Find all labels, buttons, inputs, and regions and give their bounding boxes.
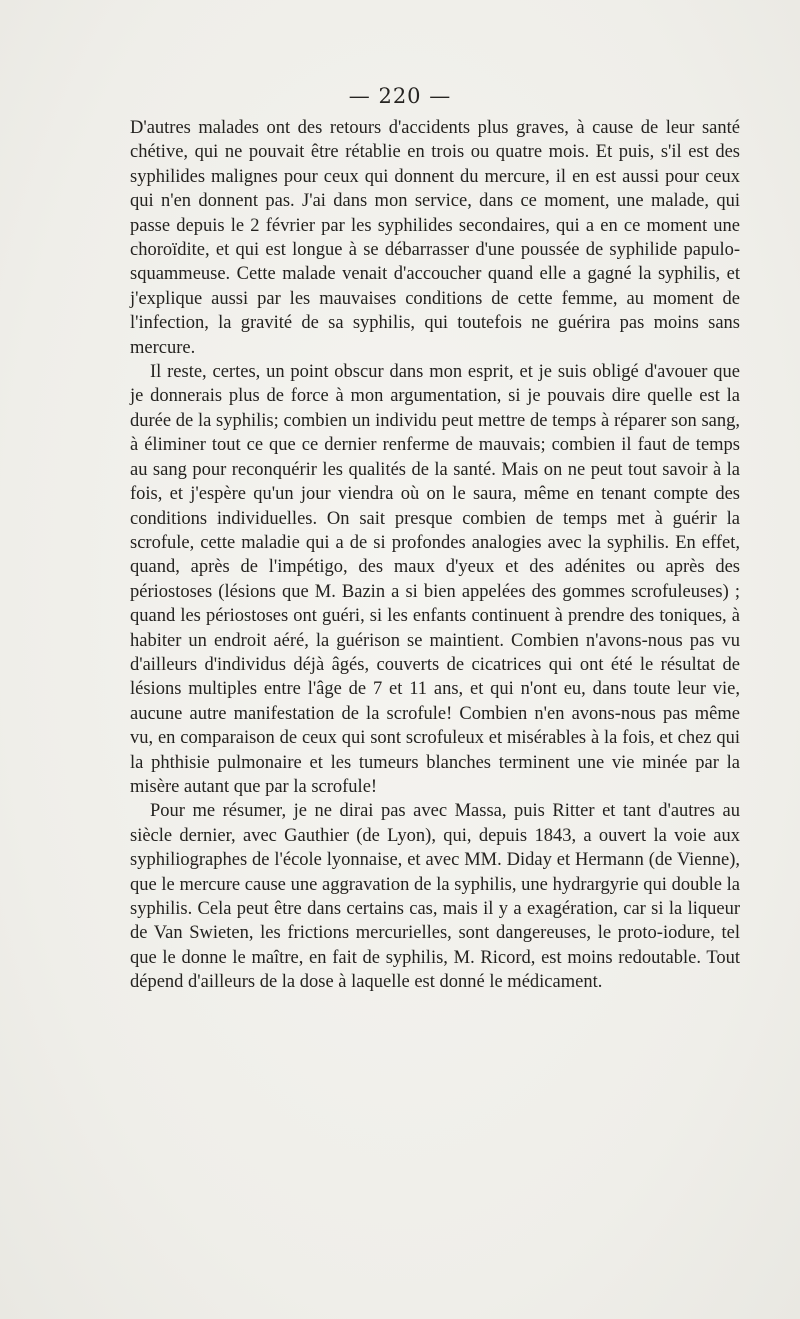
paragraph-3: Pour me résumer, je ne dirai pas avec Massa, puis Ritter et tant d'autres au siècle dernier, avec Gauthier (de Lyon), qui, depuis 1843, a ouvert la voie aux syphiliographes de l'école lyonnaise, et avec MM. Diday et Hermann (de Vienne), que le mercure cause une aggravation de la syphilis, une hydrargyrie qui double la syphilis. Cela peut être dans certains cas, mais il y a exagération, car si la liqueur de Van Swieten, les frictions mercurielles, sont dangereuses, le proto-iodure, tel que le donne le maître, en fait de syphilis, M. Ricord, est moins redoutable. Tout dépend d'ailleurs de la dose à laquelle est donné le médicament. <box>130 801 740 993</box>
paragraph-1: D'autres malades ont des retours d'accidents plus graves, à cause de leur santé chétive, qui ne pouvait être rétablie en trois ou quatre mois. Et puis, s'il est des syphilides malignes pour ceux qui donnent du mercure, il en est aussi pour ceux qui n'en donnent pas. J'ai dans mon service, dans ce moment, une malade, qui passe depuis le 2 février par les syphilides secondaires, qui a en ce moment une choroïdite, et qui est longue à se débarrasser d'une poussée de syphilide papulo-squammeuse. Cette malade venait d'accoucher quand elle a gagné la syphilis, et j'explique aussi par les mauvaises conditions de cette femme, au moment de l'infection, la gravité de sa syphilis, qui toutefois ne guérira pas moins sans mercure. <box>130 118 740 358</box>
page-number: — 220 — <box>348 84 452 108</box>
page-body <box>130 116 740 995</box>
paragraph-2: Il reste, certes, un point obscur dans mon esprit, et je suis obligé d'avouer que je donnerais plus de force à mon argumentation, si je pouvais dire quelle est la durée de la syphilis; combien un individu peut mettre de temps à réparer son sang, à éliminer tout ce que ce dernier renferme de mauvais; combien il faut de temps au sang pour reconquérir les qualités de la santé. Mais on ne peut tout savoir à la fois, et j'espère qu'un jour viendra où on le saura, même en tenant compte des conditions individuelles. On sait presque combien de temps met à guérir la scrofule, cette maladie qui a de si profondes analogies avec la syphilis. En effet, quand, après de l'impétigo, des maux d'yeux et des adénites ou après des périostoses (lésions que M. Bazin a si bien appelées des gommes scrofuleuses) ; quand les périostoses ont guéri, si les enfants continuent à prendre des toniques, à habiter un endroit aéré, la guérison se maintient. Combien n'avons-nous pas vu d'ailleurs d'individus déjà âgés, couverts de cicatrices qui ont été le résultat de lésions multiples entre l'âge de 7 et 11 ans, et qui n'ont eu, dans toute leur vie, aucune autre manifestation de la scrofule! Combien n'en avons-nous pas même vu, en comparaison de ceux qui sont scrofuleux et misérables à la fois, et chez qui la phthisie pulmonaire et les tumeurs blanches terminent une vie minée par la misère autant que par la scrofule! <box>130 362 740 797</box>
